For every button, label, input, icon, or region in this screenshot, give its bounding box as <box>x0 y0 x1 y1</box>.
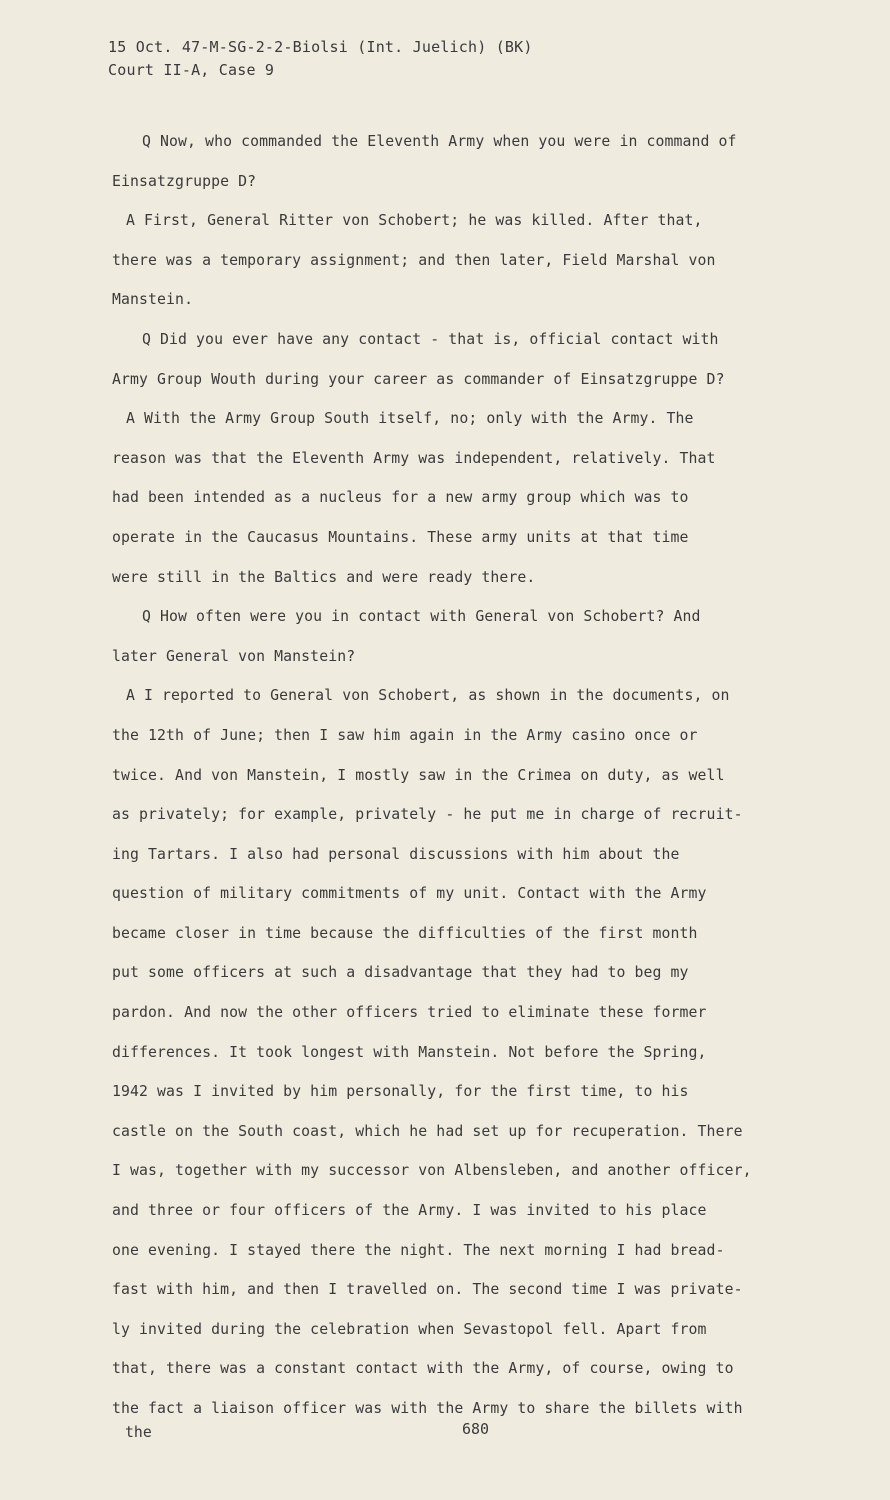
transcript-line: Army Group Wouth during your career as commander of Einsatzgruppe D? <box>112 370 725 388</box>
transcript-line: reason was that the Eleventh Army was independent, relatively. That <box>112 449 716 467</box>
transcript-line: fast with him, and then I travelled on. The second time I was private- <box>112 1281 743 1299</box>
transcript-line: differences. It took longest with Manstein. Not before the Spring, <box>112 1043 707 1061</box>
transcript-line: became closer in time because the difficulties of the first month <box>112 924 698 942</box>
transcript-line: Q Did you ever have any contact - that is, official contact with <box>142 330 719 348</box>
header-line-2: Court II-A, Case 9 <box>108 61 275 79</box>
transcript-line: question of military commitments of my unit. Contact with the Army <box>112 885 707 903</box>
transcript-line: pardon. And now the other officers tried to eliminate these former <box>112 1004 707 1022</box>
transcript-line: I was, together with my successor von Albensleben, and another officer, <box>112 1162 752 1180</box>
transcript-line: the fact a liaison officer was with the Army to share the billets with <box>112 1400 743 1417</box>
header-line-1: 15 Oct. 47-M-SG-2-2-Biolsi (Int. Juelich) (BK) <box>108 38 533 56</box>
transcript-line: A I reported to General von Schobert, as shown in the documents, on <box>126 687 730 705</box>
transcript-line: A First, General Ritter von Schobert; he was killed. After that, <box>126 212 703 230</box>
transcript-line: operate in the Caucasus Mountains. These army units at that time <box>112 528 689 546</box>
transcript-line: were still in the Baltics and were ready there. <box>112 568 536 586</box>
transcript-line: Q How often were you in contact with General von Schobert? And <box>142 608 701 626</box>
transcript-line: there was a temporary assignment; and then later, Field Marshal von <box>112 251 716 269</box>
transcript-line: and three or four officers of the Army. I was invited to his place <box>112 1202 707 1220</box>
transcript-line: later General von Manstein? <box>112 647 356 665</box>
transcript-line: the 12th of June; then I saw him again in the Army casino once or <box>112 726 698 744</box>
transcript-last-line: the <box>125 1424 152 1441</box>
transcript-line: one evening. I stayed there the night. The next morning I had bread- <box>112 1241 725 1259</box>
transcript-line: ing Tartars. I also had personal discussions with him about the <box>112 845 680 863</box>
transcript-line: twice. And von Manstein, I mostly saw in the Crimea on duty, as well <box>112 766 725 784</box>
document-header <box>108 36 533 82</box>
transcript-line: put some officers at such a disadvantage that they had to beg my <box>112 964 689 982</box>
page-number: 680 <box>462 1420 490 1438</box>
transcript-line: castle on the South coast, which he had set up for recuperation. There <box>112 1122 743 1140</box>
transcript-line: had been intended as a nucleus for a new army group which was to <box>112 489 689 507</box>
transcript-line: Einsatzgruppe D? <box>112 172 257 190</box>
transcript-line: A With the Army Group South itself, no; only with the Army. The <box>126 410 694 428</box>
transcript-line: that, there was a constant contact with the Army, of course, owing to <box>112 1360 734 1378</box>
transcript-line: ly invited during the celebration when Sevastopol fell. Apart from <box>112 1320 707 1338</box>
transcript-line: Manstein. <box>112 291 194 309</box>
transcript-line: Q Now, who commanded the Eleventh Army when you were in command of <box>142 133 737 150</box>
transcript-line: 1942 was I invited by him personally, for the first time, to his <box>112 1083 689 1101</box>
transcript-line: as privately; for example, privately - he put me in charge of recruit- <box>112 806 743 824</box>
transcript-body <box>112 122 817 1429</box>
